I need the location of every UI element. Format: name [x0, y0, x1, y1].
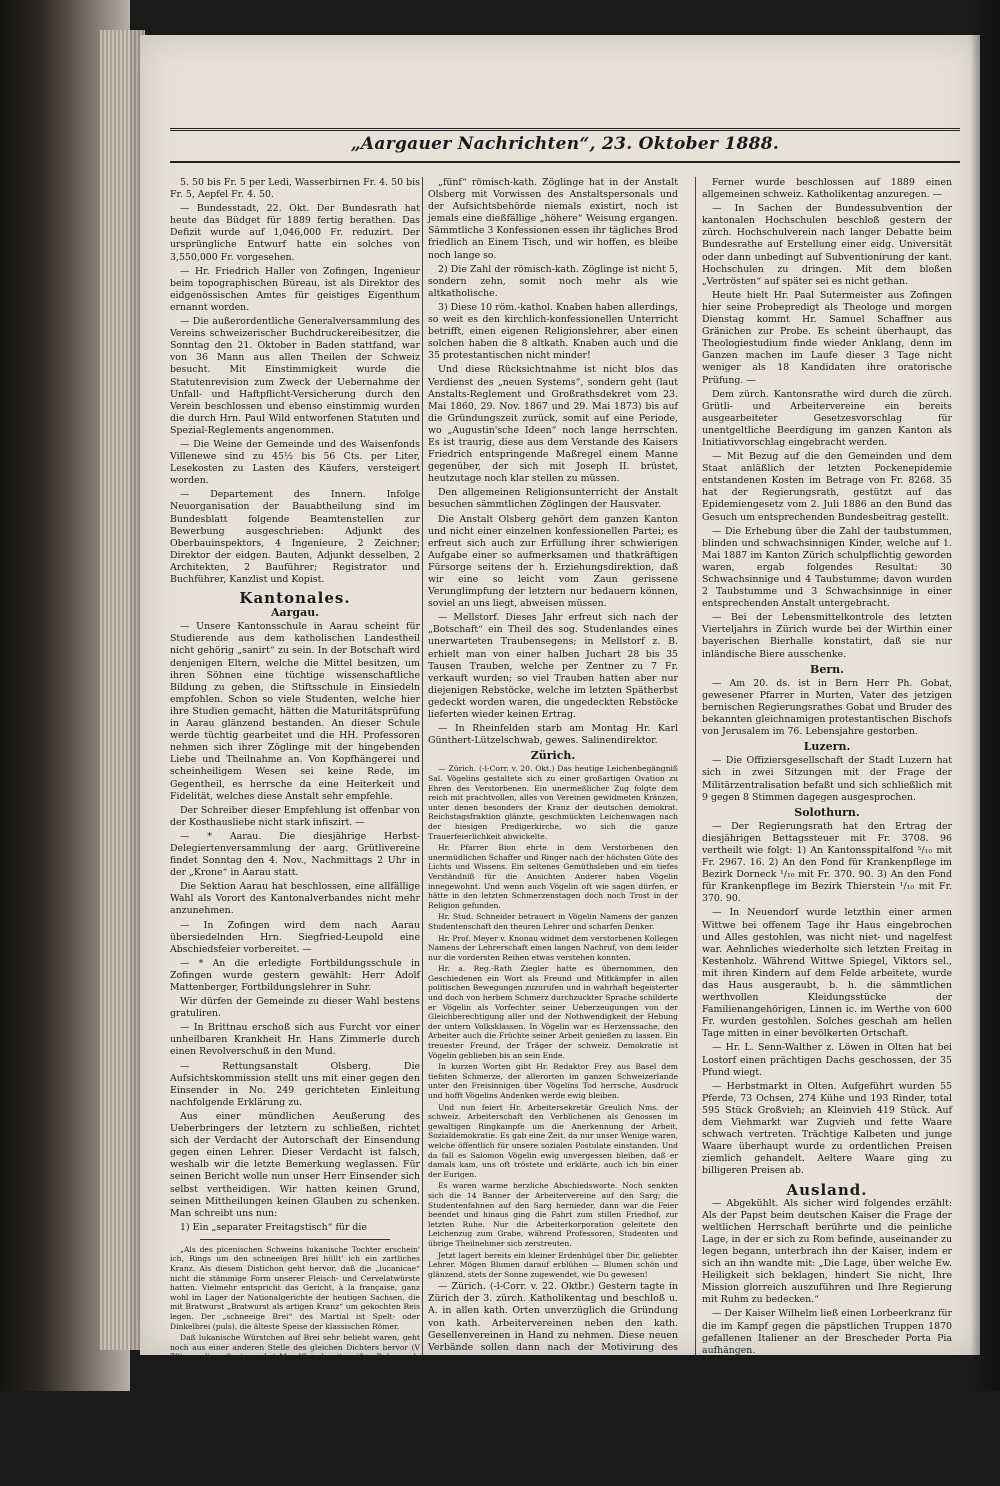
- feuilleton-paragraph: Daß lukanische Würstchen auf Brei sehr beliebt waren, geht noch aus einer anderen Stelle des gleichen Dichters hervor (V 78), wo diese Speise nebst Mandfleisch mit weißen Bohnen als ein Mittagsmahl namhaft gemacht wird, zu dem man schon einen guten Freund einladen konnte, wenn man, wie Valerius Martialis, in bescheidenen Verhältnissen lebte.: [170, 1333, 420, 1391]
- article-paragraph: 5. 50 bis Fr. 5 per Ledi, Wasserbirnen Fr. 4. 50 bis Fr. 5, Aepfel Fr. 4. 50.: [170, 177, 420, 201]
- feuilleton-paragraph: „Als des picenischen Schweins lukanische Tochter erschein' ich, Rings um den schneeigen Brei hüllt' ich ein zartliches Kranz. Als diesem Distichon geht hervor, daß die „lucanicae“ nicht die stämmige Form unserer Fleisch- und Cervelatwürste hatten. Vielmehr entspricht das Gericht, à la française, ganz wohl im Lager der Nationalgerichte der heutigen Sachsen, die mit Bratwurst „Bratwurst als artigen Kranz“ um gekochten Reis legen. Der „schneeige Brei“ des Martial ist Spelt- oder Dinkelbrei (puls), die älteste Speise der klassischen Römer.: [170, 1244, 420, 1331]
- article-paragraph: Die Sektion Aarau hat beschlossen, eine allfällige Wahl als Vorort des Kantonalverbandes nicht mehr anzunehmen.: [170, 881, 420, 917]
- article-paragraph: Wir dürfen der Gemeinde zu dieser Wahl bestens gratuliren.: [170, 996, 420, 1020]
- article-paragraph: — Hr. L. Senn-Walther z. Löwen in Olten hat bei Lostorf einen prächtigen Dachs geschossen, der 35 Pfund wiegt.: [702, 1042, 952, 1078]
- article-paragraph: — Die außerordentliche Generalversammlung des Vereins schweizerischer Buchdruckereibesitzer, die Sonntag den 21. Oktober in Baden stattfand, war von 36 Mann aus allen Theilen der Schweiz besucht. Mit Einstimmigkeit wurde die Statutenrevision zum Zweck der Uebernahme der Unfall- und Haftpflicht-Versicherung durch den Verein beschlossen und ebenso einstimmig wurden die durch Hrn. Paul Wild entworfenen Statuten und Spezial-Reglements angenommen.: [170, 316, 420, 436]
- article-paragraph: — In Zofingen wird dem nach Aarau übersiedelnden Hrn. Siegfried-Leupold eine Abschiedsfeier vorbereitet. —: [170, 919, 420, 955]
- article-paragraph: — Unsere Kantonsschule in Aarau scheint für Studierende aus dem katholischen Landestheil nicht gehörig „sanirt“ zu sein. In der Botschaft wird denjenigen Eltern, welche die Mittel besitzen, um ihren Söhnen eine tüchtige wissenschaftliche Bildung zu geben, die Stiftsschule in Einsiedeln empfohlen. Schon so viele Studenten, welche hier ihre Studien gemacht, hätten die Maturitätsprüfung in Aarau glänzend bestanden. An dieser Schule werde tüchtig gearbeitet und die HH. Professoren nehmen sich ihrer Zöglinge mit der hingebenden Liebe und Theilnahme an. Von Kopfhängerei und scheinheiligem Wesen sei keine Rede, im Gegentheil, es herrsche da eine Heiterkeit und Fidelität, welches diese Anstalt sehr empfehle.: [170, 621, 420, 802]
- article-paragraph: — In Rheinfelden starb am Montag Hr. Karl Günthert-Lützelschwab, gewes. Salinendirektor.: [428, 723, 678, 747]
- article-paragraph: Dem zürch. Kantonsrathe wird durch die zürch. Grütli- und Arbeitervereine ein bereits ausgearbeiteter Gesetzesvorschlag für unentgeltliche Beerdigung im ganzen Kanton als Initiativvorschlag eingebracht werden.: [702, 388, 952, 448]
- article-paragraph: — Rettungsanstalt Olsberg. Die Aufsichtskommission stellt uns mit einer gegen den Einsender in No. 249 gerichteten Einleitung nachfolgende Erklärung zu.: [170, 1060, 420, 1108]
- article-paragraph-small: Hr. Pfarrer Bion ehrte in dem Verstorbenen den unermüdlichen Schaffer und Ringer nach der höchsten Güte des Lichts und Wissens. Ein seltenes Gemüthsleben und ein tiefes Verständniß für die Ansichten Anderer haben Vögelin innegewohnt. Und wenn auch Vögelin oft wie sagen dürfen, er hätte in den letzten Schmerzenstagen doch noch Trost in der Religion gefunden.: [428, 843, 678, 910]
- subheading-zurich: Zürich.: [530, 749, 576, 763]
- article-paragraph: — * An die erledigte Fortbildungsschule in Zofingen wurde gestern gewählt: Herr Adolf Mattenberger, Fortbildungslehrer in Suhr.: [170, 957, 420, 993]
- column-2: [428, 177, 678, 1486]
- article-paragraph: — In Neuendorf wurde letzthin einer armen Wittwe bei offenem Tage ihr Haus eingebrochen und Alles gestohlen, was nicht niet- und nagelfest war. Aehnliches wiederholte sich letzten Freitag in Kestenholz. Während Wittwe Spiegel, Viktors sel., mit ihren Kindern auf dem Felde arbeitete, wurde das Haus ausgeraubt, b. h. die sämmtlichen werthvollen Kleidungsstücke der Familienangehörigen, Linnen ic. im Werthe von 600 Fr. wurden gestohlen. Solches geschah am hellen Tage mitten in einer bevölkerten Ortschaft.: [702, 907, 952, 1040]
- section-heading-kantonales: Kantonales.: [239, 589, 351, 608]
- feuilleton-end: Ende.: [283, 1463, 307, 1473]
- article-paragraph: 1) Ein „separater Freitagstisch“ für die: [180, 1221, 367, 1233]
- page-title: „Aargauer Nachrichten“, 23. Oktober 1888.: [350, 134, 780, 154]
- subheading-solothurn: Solothurn.: [794, 805, 860, 819]
- article-paragraph: — Die Offiziersgesellschaft der Stadt Luzern hat sich in zwei Sitzungen mit der Frage der Militärzentralisation befaßt und sich schließlich mit 9 gegen 8 Stimmen dagegen ausgesprochen.: [702, 755, 952, 803]
- page-header: [170, 128, 960, 163]
- column-1: [170, 177, 420, 1473]
- article-paragraph: Heute hielt Hr. Paal Sutermeister aus Zofingen hier seine Probepredigt als Theologe und morgen Dienstag kommt Hr. Samuel Schaffner aus Gränichen zur Probe. Es scheint überhaupt, das Theologiestudium finde wieder Anklang, denn im Ganzen machen im Laufe dieser 3 Tage nicht weniger als 18 Kandidaten ihre oratorische Prüfung. —: [702, 289, 952, 386]
- article-paragraph: — Die Weine der Gemeinde und des Waisenfonds Villenewe sind zu 45½ bis 56 Cts. per Liter, Lesekosten zu Lasten des Käufers, versteigert worden.: [170, 438, 420, 487]
- newspaper-page: [140, 35, 980, 1486]
- column-3: [702, 177, 952, 1467]
- scan-shadow: [970, 0, 1000, 1391]
- article-paragraph: Der Schreiber dieser Empfehlung ist offenbar von der Kosthausliebe nicht stark infiszirt. —: [170, 804, 420, 828]
- article-paragraph: — Herbstmarkt in Olten. Aufgeführt wurden 55 Pferde, 73 Ochsen, 274 Kühe und 193 Rinder, total 595 Stück Großvieh; an Kleinvieh 419 Stück. Auf dem Viehmarkt war Zugvieh und fette Waare schwach vertreten. Trächtige Kalbeten und junge Waare überhaupt wurde zu ordentlichen Preisen ziemlich gehandelt. Aeltere Waare ging zu billigeren Preisen ab.: [702, 1080, 952, 1177]
- article-paragraph: — Am 20. ds. ist in Bern Herr Ph. Gobat, gewesener Pfarrer in Murten, Vater des jetzigen bernischen Regierungsrathes Gobat und Bruder des bekannten gleichnamigen protestantischen Bischofs von Jerusalem im 76. Lebensjahre gestorben.: [702, 677, 952, 738]
- article-paragraph: — Der Regierungsrath hat den Ertrag der diesjährigen Bettagssteuer mit Fr. 3708. 96 vertheilt wie folgt: 1) An Kantonsspitalfond ⁵/₁₀ mit Fr. 2967. 16. 2) An den Fond für Krankenpflege im Bezirk Dorneck ¹/₁₀ mit Fr. 370. 90. 3) An den Fond für Krankenpflege im Bezirk Thierstein ¹/₁₀ mit Fr. 370. 90.: [702, 820, 952, 905]
- article-paragraph: Die Anstalt Olsberg gehört dem ganzen Kanton und nicht einer einzelnen konfessionellen Partei; es erfreut sich auch zur Erfüllung ihrer schwierigen Aufgabe einer so aufmerksamen und thatkräftigen Fürsorge seitens der h. Erziehungsdirektion, daß wir eine so leicht vom Zaun gerissene Verunglimpfung der letztern nur bedauern können, soviel an uns liegt, abweisen müssen.: [428, 513, 678, 610]
- subheading-bern: Bern.: [810, 662, 844, 676]
- article-paragraph: — Hr. Friedrich Haller von Zofingen, Ingenieur beim topographischen Büreau, ist als Direktor des eidgenössischen Amtes für geistiges Eigenthum ernannt worden.: [170, 265, 420, 313]
- article-paragraph-small: Hr. Stud. Schneider betrauert in Vögelin Namens der ganzen Studentenschaft den theuren Lehrer und scharfen Denker.: [428, 912, 678, 931]
- column-rule: [695, 177, 696, 1355]
- article-paragraph: — Mellstorf. Dieses Jahr erfreut sich nach der „Botschaft“ ein Theil des sog. Studenlandes eines unerwarteten Traubensegens; in Mellstorf z. B. erhielt man von einer halben Juchart 28 bis 35 Tausen Trauben, welche per Zentner zu 7 Fr. verkauft wurden; so viel Trauben hatten aber nur diejenigen Rebstöcke, welche im letzten Spätherbst gedeckt worden waren, die ungedeckten Rebstöcke lieferten wieder keinen Ertrag.: [428, 612, 678, 721]
- page-edges: [100, 30, 145, 1350]
- article-paragraph-small: Und nun feiert Hr. Arbeitersekretär Greulich Nms. der schweiz. Arbeiterschaft den Verblichenen als Genossen im gewaltigen Ringkampfe um die Anerkennung der Arbeit, Sozialdemokratie. Es gab eine Zeit, da nur unser Wenige waren, welche öffentlich für unsere sozialen Postulate einstanden. Und da fall es Salomon Vögelin ewig unvergessen bleiben, daß er damals kam, uns oft tröstete und erklärte, auch ich bin einer der Eurigen.: [428, 1102, 678, 1179]
- article-paragraph-small: — Zürich. (-l-Corr. v. 20. Okt.) Das heutige Leichenbegängniß Sal. Vögelins gestaltete sich zu einer großartigen Ovation zu Ehren des Verstorbenen. Ein unermeßlicher Zug folgte dem reich mit prachtvollen, alles von Vereinen gewidmeten Kränzen, unter denen besonders der Kranz der deutschen demokrat. Reichstagsfraktion glänzte, geschmückten Leichenwagen nach der hiesigen Predigerkirche, wo sich die ganze Trauerfeierlichkeit abwickelte.: [428, 764, 678, 841]
- article-paragraph: — In Sachen der Bundessubvention der kantonalen Hochschulen beschloß gestern der zürch. Hochschulverein nach langer Debatte beim Bundesrathe auf Erstellung einer eidg. Universität oder dann unbedingt auf Subventionirung der kant. Hochschulen zu dringen. Mit dem bloßen „Vertrösten“ auf später sei es nicht gethan.: [702, 203, 952, 287]
- divider: [200, 1239, 390, 1240]
- article-paragraph-small: Jetzt lagert bereits ein kleiner Erdenhügel über Dir, geliebter Lehrer. Mögen Blumen darauf erblühen — Blumen schön und glänzend, stets der Sonne zugewendet, wie Du gewesen!: [428, 1250, 678, 1279]
- article-paragraph: — Der Kaiser Wilhelm ließ einen Lorbeerkranz für die im Kampf gegen die päpstlichen Truppen 1870 gefallenen Italiener an der Brescheder Porta Pia aufhängen.: [702, 1308, 952, 1356]
- article-paragraph: 2) Die Zahl der römisch-kath. Zöglinge ist nicht 5, sondern zehn, somit noch mehr als wie altkatholische.: [428, 263, 678, 299]
- article-paragraph: Dieser Beschluß birgt wenigstens das Gute haben, daß an dem nächsten schweiz. Arbeitertag ganz hübsch diese „Bollwerke“ bei Seite gelassen werden. Man kennt ja jetzt die Meinung der „sozialreformfreundlichen“ Herren Katholikenführer.*): [428, 1392, 678, 1464]
- article-paragraph: Ferner wurde beschlossen auf 1889 einen allgemeinen schweiz. Katholikentag anzuregen. —: [702, 177, 952, 201]
- article-paragraph: — Die Erhebung über die Zahl der taubstummen, blinden und schwachsinnigen Kinder, welche auf 1. Mai 1887 im Kanton Zürich schulpflichtig geworden waren, ergab folgendes Resultat: 30 Schwachsinnige und 4 Taubstumme; davon wurden 2 Taubstumme und 3 Schwachsinnige in einer entsprechenden Anstalt untergebracht.: [702, 525, 952, 610]
- feuilleton-paragraph: Wie die Sache sich später gestaltet hat, namentlich als die Germanen, die sich auf ihren Wanderzügen wohl kaum die Zeit nahmen, Würste zu stopfen, in das zerbröckelnde Römerreich immer zahlreicher und entschiedener eintraten, das darzulegen, überschreitet die Grenzen unserer heutigen Aufgabe.: [170, 1413, 420, 1462]
- article-paragraph: — Abgekühlt. Als sicher wird folgendes erzählt: Als der Papst beim deutschen Kaiser die Frage der weltlichen Herrschaft berührte und die peinliche Lage, in der er sich zu Rom befinde, auseinander zu legen begann, unterbrach ihn der Kaiser, indem er sich an ihn wandte mit: „Die Lage, über welche Ew. Heiligkeit sich beklagen, hindert Sie nicht, Ihre Mission glorreich auszuführen und Ihre Regierung mit Ruhm zu bedecken.“: [702, 1197, 952, 1306]
- article-paragraph: „fünf“ römisch-kath. Zöglinge hat in der Anstalt Olsberg mit Vorwissen des Anstaltspersonals und der Aufsichtsbehörde niemals existirt, noch ist jemals eine dießfällige „höhere“ Weisung ergangen. Sämmtliche 3 Konfessionen essen ihr tägliches Brod friedlich an Einem Tisch, und wir hoffen, es bleibe noch lange so.: [428, 177, 678, 261]
- article-paragraph: Den allgemeinen Religionsunterricht der Anstalt besuchen sämmtlichen Zöglingen der Hausvater.: [428, 487, 678, 511]
- section-heading-ausland: Ausland.: [786, 1180, 868, 1199]
- article-paragraph: — Bundesstadt, 22. Okt. Der Bundesrath hat heute das Büdget für 1889 fertig berathen. Das Defizit wurde auf 1,046,000 Fr. reduzirt. Der ursprüngliche Entwurf hatte ein solches von 3,550,000 Fr. vorgesehen.: [170, 203, 420, 263]
- article-paragraph-small: Es waren warme herzliche Abschiedsworte. Noch senkten sich die 14 Banner der Arbeitervereine auf den Sarg; die Studentenfahnen auf den Sarg hernieder, dann war die Feier beendet und hinaus ging die Fahrt zum stillen Friedhof, zur letzten Ruhe. Nur die Arbeiterkorporation geleitete den Leichenzug zum Grabe, während Professoren, Studenten und übrige Theilnehmer sich zerstreuten.: [428, 1181, 678, 1248]
- article-paragraph: — Zum Streit der Aerzte. Die „Nationalzeitung veröffentlicht gegenüber Mackenzie's Anschuldigung, daß Bergmann einen falschen Weg bei der Luftröhre gemacht, wodurch der Tod Kaiser Friedrichs beschleunigt worden und da Mackenzie zum Beweise hiefür sich auf das Sektionsprotokoll beruft, eine gemeinsame Erklärung Virchow's und Waldeyer's, daß in dem Sektionsprotokolle von einer Abszeßhöhle: [702, 1358, 952, 1467]
- footnote: *) Als radikale Stimmen f. Zt. dies vorausgesagt, wurden sie von der Führerschaft der Arbeiter angekreidet. Die Red.: [428, 1466, 678, 1486]
- article-paragraph: — * Aarau. Die diesjährige Herbst-Delegiertenversammlung der aarg. Grütlivereine findet Sonntag den 4. Nov., Nachmittags 2 Uhr in der „Krone“ in Aarau statt.: [170, 830, 420, 879]
- article-paragraph: — In Brittnau erschoß sich aus Furcht vor einer unheilbaren Krankheit Hr. Hans Zimmerle durch einen Revolverschuß in den Mund.: [170, 1022, 420, 1058]
- column-rule: [422, 177, 423, 1355]
- article-paragraph-small: In kurzen Worten gibt Hr. Redaktor Frey aus Basel dem tiefsten Schmerze, der allerorten im ganzen Schweizerlande unter den Freisinnigen über Vögelins Tod herrsche, Ausdruck und hofft Vögelins Andenken werde ewig bleiben.: [428, 1062, 678, 1100]
- article-paragraph-small: Hr. Prof. Meyer v. Knonau widmet dem verstorbenen Kollegen Namens der Lehrerschaft einen langen Nachruf, von dem leider nur die vordersten Reihen etwas verstehen konnten.: [428, 933, 678, 962]
- article-paragraph: Und diese Rücksichtnahme ist nicht blos das Verdienst des „neuen Systems“, sondern geht (laut Anstalts-Reglement und Großrathsdekret vom 23. Mai 1860, 29. Nov. 1867 und 29. Mai 1873) bis auf die Gründungszeit zurück, somit auf eine Periode, wo „Augustin'sche Ideen“ noch lange herrschten. Es ist traurig, diese aus dem Verstande des Kaisers Friedrich entspringende Maßregel einem Manne gegenüber, der sich mit Joseph II. brüstet, heutzutage noch klar stellen zu müssen.: [428, 364, 678, 485]
- article-paragraph: 3) Diese 10 röm.-kathol. Knaben haben allerdings, so weit es den kirchlich-konfessionellen Unterricht betrifft, einen eigenen Religionslehrer, aber einen solchen haben die 8 altkath. Knaben auch und die 35 protestantischen nicht minder!: [428, 301, 678, 362]
- article-paragraph-small: Hr. a. Reg.-Rath Ziegler hatte es übernommen, den Geschiedenen ein Wort als Freund und Mitkämpfer in allen politischen Bewegungen zuzurufen und in wahrhaft begeisterter und doch von herbem Schmerz durchzuckter Sprache schilderte er Vögelin als Vorfechter seiner Ueberzeugungen von der Gleichberechtigung aller und der Nothwendigkeit der Hebung der untern Volksklassen. In Vögelin war es Herzenssache, den Arbeiter auch die Früchte seiner Arbeit genießen zu lassen. Ein treuester Freund, der Träger der schweiz. Demokratie ist Vögelin geblieben bis an sein Ende.: [428, 964, 678, 1060]
- article-paragraph: — Mit Bezug auf die den Gemeinden und dem Staat anläßlich der letzten Pockenepidemie entstandenen Kosten im Betrage von Fr. 8268. 35 hat der Regierungsrath, gestützt auf das Epidemiengesetz vom 2. Juli 1886 an den Bund das Gesuch um entsprechenden Bundesbeitrag gestellt.: [702, 451, 952, 523]
- article-paragraph: — Departement des Innern. Infolge Neuorganisation der Bauabtheilung sind im Bundesblatt folgende Beamtenstellen zur Bewerbung ausgeschrieben: Adjunkt des Oberbauinspektors, 4 Ingenieure, 2 Zeichner; Direktor der eidgen. Bauten, Adjunkt desselben, 2 Architekten, 2 Bauführer; Registrator und Buchführer, Kanzlist und Kopist.: [170, 489, 420, 585]
- article-paragraph: Aus einer mündlichen Aeußerung des Ueberbringers der letztern zu schließen, richtet sich der Verdacht der Autorschaft der Einsendung gegen einen Lehrer. Dieser Verdacht ist falsch, weshalb wir die letzte Bemerkung weglassen. Für seinen Bericht wolle nun unser Herr Einsender sich selbst vertheidigen. Wir hatten keinen Grund, seinen Mittheilungen keinen Glauben zu schenken. Man schreibt uns nun:: [170, 1110, 420, 1219]
- article-paragraph: — Bei der Lebensmittelkontrole des letzten Vierteljahrs in Zürich wurde bei der Wirthin einer bayerischen Bierhalle konstatirt, daß sie nur inländische Biere ausschenke.: [702, 612, 952, 660]
- subheading-luzern: Luzern.: [803, 740, 851, 754]
- article-paragraph: — Zürich. (-l-Corr. v. 22. Oktbr.) Gestern tagte in Zürich der 3. zürch. Katholikentag und beschloß u. A. in allen kath. Orten unverzüglich die Gründung von kath. Arbeitervereinen neben den kath. Gesellenvereinen in Hand zu nehmen. Diese neuen Verbände sollen dann nach der Motivirung des Antragstellers Hrn. Beck aus Luzern als „Bollwerke“ dem Fortschreiten des Liberalismus und Sozialismus entgegengestellt werden.: [428, 1281, 678, 1390]
- subheading-aargau: Aargau.: [270, 606, 320, 620]
- feuilleton-paragraph: Noch im vierten Jahrhundert werden die hier erörterten Wurstsorten mehrfach erwähnt.: [170, 1392, 420, 1412]
